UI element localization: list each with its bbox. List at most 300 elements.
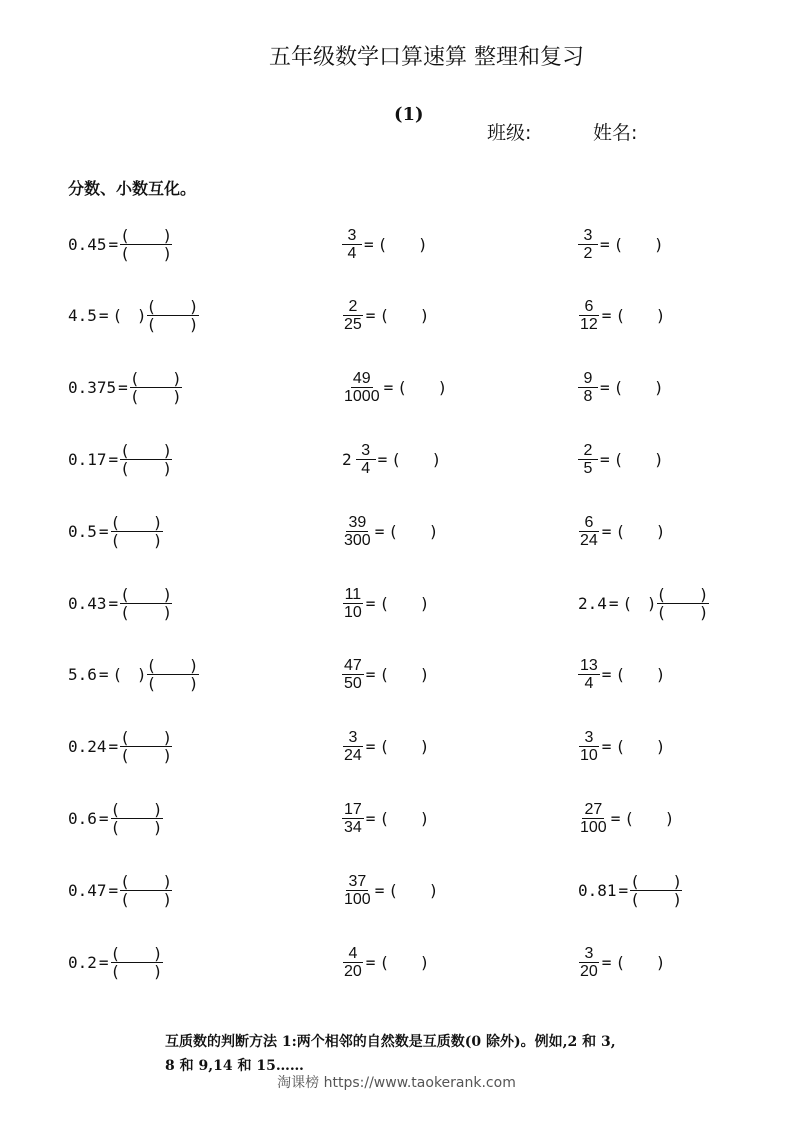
denominator: 100 <box>344 890 371 908</box>
right-paren: ) <box>172 369 182 389</box>
right-paren: ) <box>188 315 199 335</box>
blank-numerator <box>120 227 172 245</box>
class-label: 班级: <box>487 122 532 144</box>
right-paren: ) <box>428 521 439 541</box>
denominator: 1000 <box>344 388 380 406</box>
fraction <box>578 514 600 549</box>
numerator: 3 <box>579 729 599 747</box>
answer-blank <box>379 665 429 684</box>
left-paren: ( <box>624 808 634 828</box>
fraction <box>342 873 373 908</box>
fraction <box>578 729 600 764</box>
left-paren: ( <box>379 952 390 972</box>
fraction <box>578 657 600 692</box>
right-paren: ) <box>698 602 709 622</box>
denominator: 100 <box>580 818 607 836</box>
exercise-item <box>342 581 429 625</box>
blank-numerator <box>657 586 709 604</box>
left-paren: ( <box>379 665 390 685</box>
blank-numerator <box>147 298 199 316</box>
right-paren: ) <box>188 297 199 317</box>
left-paren: ( <box>613 234 624 254</box>
decimal-value: 0.2 <box>68 952 97 972</box>
exercise-item <box>342 437 441 481</box>
right-paren: ) <box>162 871 173 891</box>
left-paren: ( <box>630 871 640 891</box>
fraction <box>342 227 362 262</box>
left-paren: ( <box>146 297 157 317</box>
tip-line-1: 互质数的判断方法 1:两个相邻的自然数是互质数(0 除外)。例如,2 和 3, <box>165 1034 616 1050</box>
right-paren: ) <box>428 880 439 900</box>
blank-numerator <box>120 729 172 747</box>
right-paren: ) <box>152 530 163 550</box>
right-paren: ) <box>162 746 173 766</box>
exercise-item <box>578 653 665 697</box>
numerator: 11 <box>344 585 362 603</box>
exercise-item <box>578 868 682 912</box>
right-paren: ) <box>188 674 199 694</box>
exercise-item <box>68 509 163 553</box>
blank-numerator <box>147 657 199 675</box>
right-paren: ) <box>162 584 173 604</box>
left-paren: ( <box>615 737 626 757</box>
left-paren: ( <box>146 656 157 676</box>
left-paren: ( <box>613 378 624 398</box>
equals-sign: = <box>618 880 629 900</box>
answer-blank <box>624 809 674 828</box>
right-paren: ) <box>655 665 666 685</box>
exercise-item <box>578 509 665 553</box>
answer-blank <box>615 522 665 541</box>
equals-sign: = <box>383 378 394 398</box>
right-paren: ) <box>419 665 430 685</box>
fraction <box>342 729 364 764</box>
equals-sign: = <box>108 737 119 757</box>
decimal-value: 2.4 <box>578 593 607 613</box>
right-paren: ) <box>419 306 430 326</box>
right-paren: ) <box>655 737 666 757</box>
right-paren: ) <box>162 243 173 263</box>
equals-sign: = <box>98 665 109 685</box>
right-paren: ) <box>162 728 173 748</box>
equals-sign: = <box>601 665 612 685</box>
fraction <box>578 945 600 980</box>
answer-blank <box>615 737 665 756</box>
blank-numerator <box>120 442 172 460</box>
right-paren: ) <box>419 952 430 972</box>
exercise-item <box>68 366 182 410</box>
blank-denominator <box>130 388 182 405</box>
fraction <box>356 442 376 477</box>
left-paren: ( <box>615 952 626 972</box>
page-title: 五年级数学口算速算 整理和复习 <box>269 45 584 70</box>
right-paren: ) <box>136 306 147 326</box>
numerator: 37 <box>348 872 367 890</box>
section-title: 分数、小数互化。 <box>68 179 197 198</box>
exercise-item <box>342 366 447 410</box>
blank-fraction <box>111 801 163 836</box>
exercise-item <box>342 222 428 266</box>
exercise-item <box>342 868 438 912</box>
answer-blank <box>614 235 664 254</box>
right-paren: ) <box>419 808 430 828</box>
left-paren: ( <box>388 521 398 541</box>
equals-sign: = <box>601 306 612 326</box>
right-paren: ) <box>152 817 163 837</box>
fraction <box>342 514 373 549</box>
answer-blank <box>379 594 429 613</box>
exercise-item <box>68 653 199 697</box>
equals-sign: = <box>374 521 385 541</box>
decimal-value: 0.375 <box>68 378 117 398</box>
blank-fraction <box>147 298 199 333</box>
answer-blank <box>614 378 664 397</box>
left-paren: ( <box>129 387 140 407</box>
numerator: 39 <box>348 513 367 531</box>
right-paren: ) <box>152 799 163 819</box>
answer-whole-blank <box>113 306 147 325</box>
equals-sign: = <box>365 593 376 613</box>
numerator: 17 <box>344 800 362 818</box>
numerator: 2 <box>343 298 363 316</box>
right-paren: ) <box>698 584 709 604</box>
answer-whole-blank <box>113 665 147 684</box>
denominator: 20 <box>344 962 362 980</box>
denominator: 300 <box>344 531 371 549</box>
equals-sign: = <box>98 306 109 326</box>
blank-numerator <box>111 801 163 819</box>
denominator: 4 <box>347 244 357 262</box>
left-paren: ( <box>120 440 130 460</box>
left-paren: ( <box>120 728 130 748</box>
fraction <box>578 370 598 405</box>
tip-line-2: 8 和 9,14 和 15…… <box>165 1058 304 1074</box>
left-paren: ( <box>656 602 667 622</box>
answer-blank <box>379 737 429 756</box>
decimal-value: 5.6 <box>68 665 97 685</box>
exercise-item <box>68 868 172 912</box>
blank-fraction <box>120 729 172 764</box>
right-paren: ) <box>136 665 147 685</box>
exercise-item <box>68 222 172 266</box>
right-paren: ) <box>162 458 173 478</box>
denominator: 4 <box>361 459 371 477</box>
left-paren: ( <box>146 315 157 335</box>
right-paren: ) <box>188 656 199 676</box>
equals-sign: = <box>108 880 119 900</box>
left-paren: ( <box>112 665 123 685</box>
blank-fraction <box>630 873 682 908</box>
left-paren: ( <box>388 880 398 900</box>
equals-sign: = <box>365 737 376 757</box>
left-paren: ( <box>129 369 140 389</box>
watermark: 淘课榜 https://www.taokerank.com <box>277 1075 516 1091</box>
numerator: 9 <box>578 370 598 388</box>
answer-blank <box>615 665 665 684</box>
left-paren: ( <box>656 584 667 604</box>
equals-sign: = <box>600 234 610 254</box>
answer-blank <box>614 450 664 469</box>
decimal-value: 0.6 <box>68 808 97 828</box>
left-paren: ( <box>110 817 121 837</box>
equals-sign: = <box>601 521 612 541</box>
answer-blank <box>397 378 447 397</box>
left-paren: ( <box>615 665 626 685</box>
right-paren: ) <box>654 234 664 254</box>
equals-sign: = <box>601 952 612 972</box>
fraction <box>342 586 364 621</box>
left-paren: ( <box>110 943 121 963</box>
blank-denominator <box>120 891 172 908</box>
answer-blank <box>379 306 429 325</box>
right-paren: ) <box>152 512 163 532</box>
exercise-item <box>342 509 438 553</box>
numerator: 3 <box>356 442 376 460</box>
denominator: 10 <box>580 747 598 765</box>
denominator: 8 <box>583 388 593 406</box>
blank-denominator <box>120 604 172 621</box>
equals-sign: = <box>98 808 109 828</box>
right-paren: ) <box>162 889 173 909</box>
answer-whole-blank <box>623 594 657 613</box>
left-paren: ( <box>630 889 640 909</box>
equals-sign: = <box>98 521 109 541</box>
right-paren: ) <box>437 378 448 398</box>
whole-number: 2 <box>342 449 352 469</box>
answer-blank <box>379 953 429 972</box>
equals-sign: = <box>600 378 610 398</box>
left-paren: ( <box>120 458 130 478</box>
left-paren: ( <box>120 584 130 604</box>
blank-fraction <box>120 873 172 908</box>
fraction <box>578 298 600 333</box>
exercise-item <box>342 294 429 338</box>
right-paren: ) <box>419 737 430 757</box>
numerator: 3 <box>343 729 363 747</box>
left-paren: ( <box>377 234 388 254</box>
denominator: 34 <box>344 818 362 836</box>
blank-numerator <box>120 873 172 891</box>
right-paren: ) <box>152 961 163 981</box>
numerator: 6 <box>579 298 599 316</box>
left-paren: ( <box>120 871 130 891</box>
right-paren: ) <box>431 449 442 469</box>
equals-sign: = <box>377 449 388 469</box>
blank-denominator <box>111 963 163 980</box>
blank-fraction <box>120 442 172 477</box>
equals-sign: = <box>108 593 119 613</box>
exercise-item <box>68 940 163 984</box>
blank-denominator <box>111 819 163 836</box>
answer-blank <box>391 450 441 469</box>
exercise-item <box>578 366 664 410</box>
exercise-item <box>578 222 664 266</box>
right-paren: ) <box>672 889 683 909</box>
denominator: 20 <box>580 962 598 980</box>
exercise-item <box>68 294 199 338</box>
numerator: 49 <box>352 370 371 388</box>
left-paren: ( <box>120 602 130 622</box>
answer-blank <box>388 881 438 900</box>
blank-numerator <box>111 945 163 963</box>
blank-denominator <box>147 316 199 333</box>
decimal-value: 0.45 <box>68 234 107 254</box>
denominator: 4 <box>584 675 594 693</box>
blank-fraction <box>111 945 163 980</box>
right-paren: ) <box>162 225 173 245</box>
decimal-value: 0.81 <box>578 880 617 900</box>
fraction <box>342 370 382 405</box>
equals-sign: = <box>118 378 128 398</box>
answer-blank <box>379 809 429 828</box>
blank-numerator <box>630 873 682 891</box>
answer-blank <box>615 953 665 972</box>
fraction <box>578 442 598 477</box>
worksheet-number: (1) <box>394 104 424 125</box>
denominator: 24 <box>580 531 598 549</box>
left-paren: ( <box>110 530 121 550</box>
blank-fraction <box>111 514 163 549</box>
numerator: 47 <box>344 657 362 675</box>
answer-blank <box>388 522 438 541</box>
exercise-item <box>578 725 665 769</box>
blank-denominator <box>147 675 199 692</box>
exercise-item <box>578 581 709 625</box>
left-paren: ( <box>146 674 157 694</box>
left-paren: ( <box>112 306 123 326</box>
right-paren: ) <box>655 521 666 541</box>
answer-blank <box>378 235 428 254</box>
equals-sign: = <box>608 593 619 613</box>
equals-sign: = <box>601 737 612 757</box>
decimal-value: 4.5 <box>68 306 97 326</box>
exercise-item <box>578 294 665 338</box>
blank-denominator <box>120 747 172 764</box>
tip-note <box>165 1030 725 1078</box>
denominator: 10 <box>344 603 362 621</box>
fraction <box>578 227 598 262</box>
equals-sign: = <box>365 808 376 828</box>
left-paren: ( <box>615 306 626 326</box>
equals-sign: = <box>108 234 119 254</box>
decimal-value: 0.43 <box>68 593 107 613</box>
left-paren: ( <box>622 593 633 613</box>
exercise-item <box>68 725 172 769</box>
blank-denominator <box>630 891 682 908</box>
exercise-item <box>578 940 665 984</box>
fraction <box>578 801 609 836</box>
left-paren: ( <box>397 378 407 398</box>
blank-numerator <box>130 370 182 388</box>
right-paren: ) <box>654 378 664 398</box>
right-paren: ) <box>655 952 666 972</box>
left-paren: ( <box>379 593 390 613</box>
left-paren: ( <box>120 243 130 263</box>
numerator: 13 <box>580 657 598 675</box>
right-paren: ) <box>672 871 683 891</box>
left-paren: ( <box>110 799 121 819</box>
denominator: 12 <box>580 316 598 334</box>
exercise-item <box>578 437 664 481</box>
blank-fraction <box>120 586 172 621</box>
left-paren: ( <box>391 449 401 469</box>
right-paren: ) <box>655 306 666 326</box>
equals-sign: = <box>600 449 610 469</box>
exercise-item <box>342 725 429 769</box>
blank-denominator <box>120 245 172 262</box>
left-paren: ( <box>379 306 390 326</box>
numerator: 3 <box>579 945 599 963</box>
blank-fraction <box>120 227 172 262</box>
right-paren: ) <box>654 449 664 469</box>
fraction <box>342 298 364 333</box>
left-paren: ( <box>120 746 130 766</box>
name-label: 姓名: <box>593 122 638 144</box>
blank-numerator <box>120 586 172 604</box>
numerator: 3 <box>578 227 598 245</box>
right-paren: ) <box>646 593 657 613</box>
answer-blank <box>615 306 665 325</box>
exercise-item <box>68 796 163 840</box>
numerator: 4 <box>343 945 363 963</box>
numerator: 6 <box>579 514 599 532</box>
blank-fraction <box>130 370 182 405</box>
left-paren: ( <box>110 961 121 981</box>
right-paren: ) <box>152 943 163 963</box>
blank-fraction <box>147 657 199 692</box>
right-paren: ) <box>419 593 430 613</box>
left-paren: ( <box>615 521 626 541</box>
left-paren: ( <box>613 449 624 469</box>
equals-sign: = <box>365 665 376 685</box>
exercise-item <box>68 581 172 625</box>
denominator: 24 <box>344 747 362 765</box>
decimal-value: 0.47 <box>68 880 107 900</box>
numerator: 27 <box>584 800 603 818</box>
numerator: 2 <box>578 442 598 460</box>
left-paren: ( <box>120 225 130 245</box>
equals-sign: = <box>374 880 385 900</box>
blank-denominator <box>111 532 163 549</box>
denominator: 50 <box>344 675 362 693</box>
left-paren: ( <box>110 512 121 532</box>
decimal-value: 0.17 <box>68 449 107 469</box>
exercise-item <box>342 653 429 697</box>
right-paren: ) <box>664 808 675 828</box>
equals-sign: = <box>610 808 621 828</box>
equals-sign: = <box>108 449 119 469</box>
right-paren: ) <box>162 440 173 460</box>
exercise-item <box>342 940 429 984</box>
denominator: 5 <box>583 459 593 477</box>
denominator: 2 <box>583 244 593 262</box>
equals-sign: = <box>365 952 376 972</box>
exercise-item <box>68 437 172 481</box>
right-paren: ) <box>418 234 428 254</box>
fraction <box>342 801 364 836</box>
fraction <box>342 945 364 980</box>
blank-denominator <box>120 460 172 477</box>
blank-denominator <box>657 604 709 621</box>
left-paren: ( <box>379 808 390 828</box>
equals-sign: = <box>364 234 374 254</box>
equals-sign: = <box>98 952 109 972</box>
fraction <box>342 657 364 692</box>
left-paren: ( <box>379 737 390 757</box>
equals-sign: = <box>365 306 376 326</box>
left-paren: ( <box>120 889 130 909</box>
decimal-value: 0.24 <box>68 737 107 757</box>
